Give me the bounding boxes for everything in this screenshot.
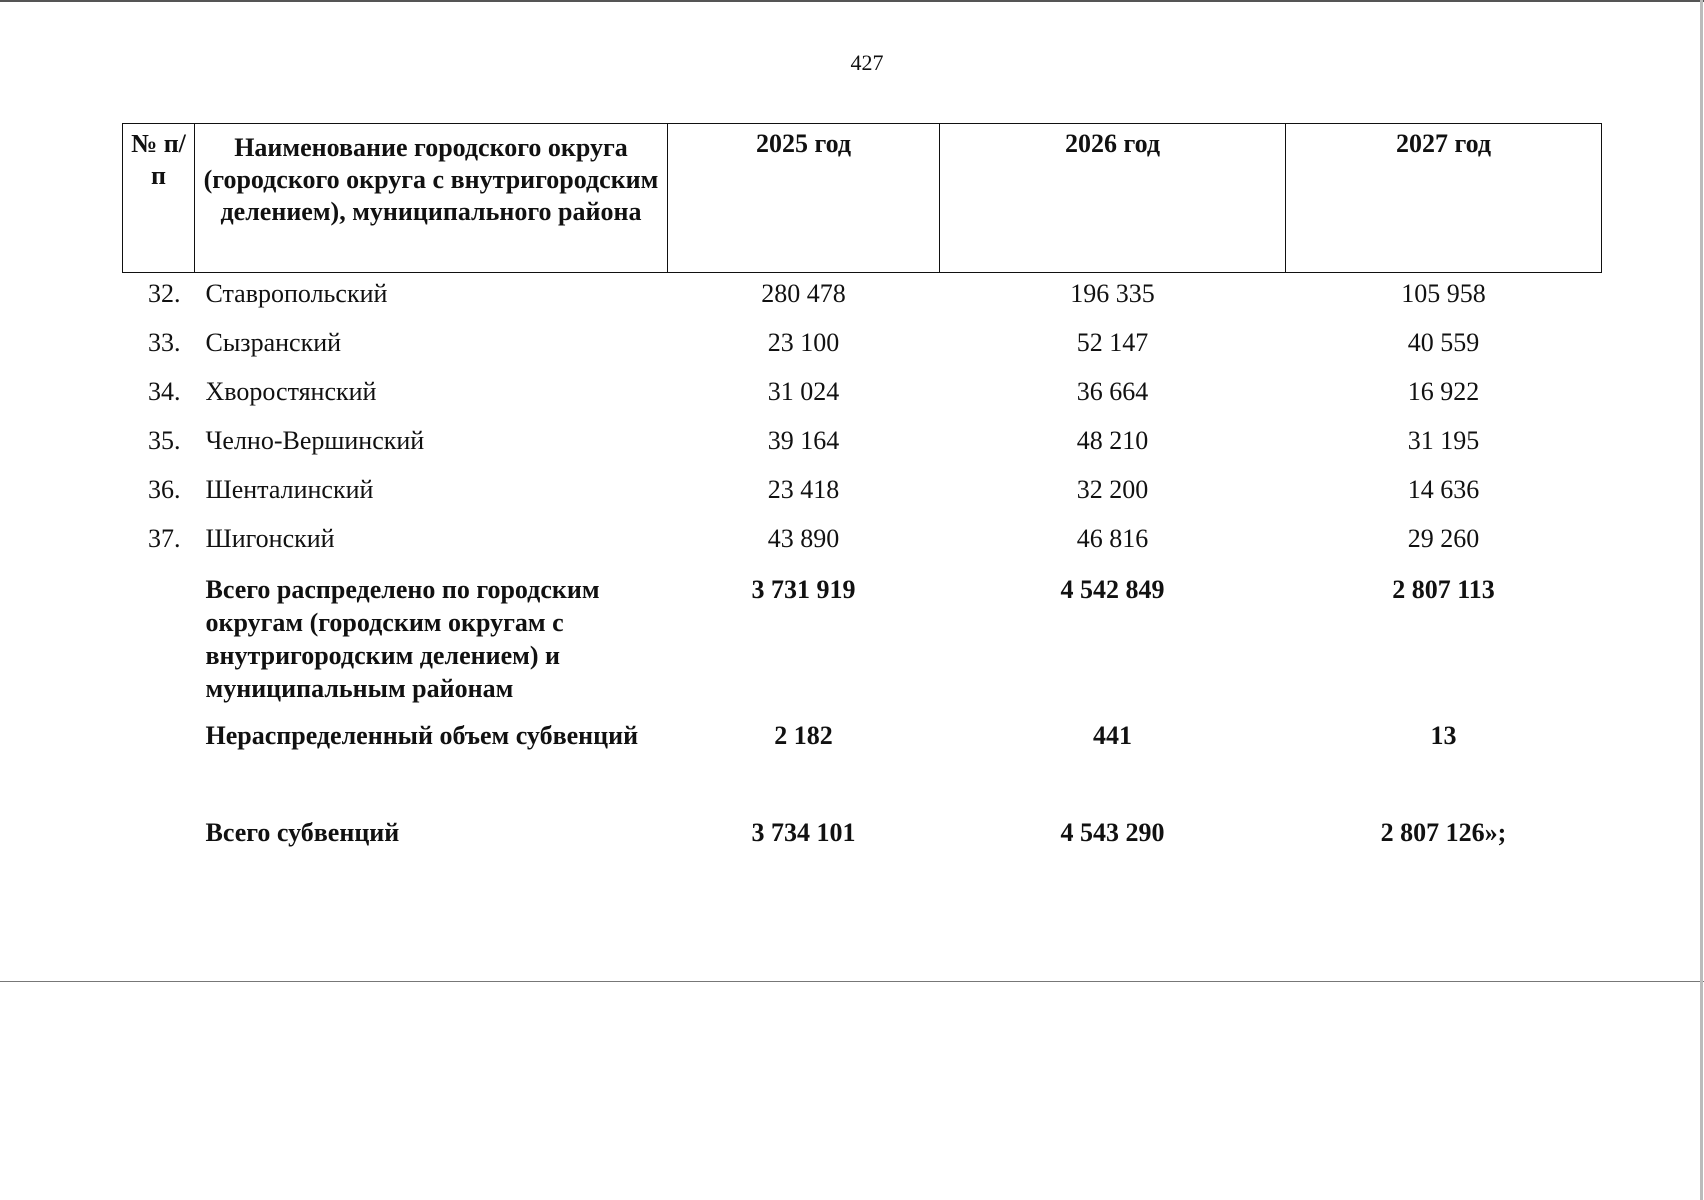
row-value-2027: 14 636: [1407, 475, 1480, 504]
table-row: [123, 522, 1602, 571]
total-distributed-2027: 2 807 113: [1392, 575, 1495, 604]
grand-total-2027: 2 807 126»;: [1380, 818, 1507, 847]
undistributed-2026: 441: [1093, 721, 1132, 750]
row-number: 35.: [148, 426, 181, 455]
row-value-2027: 29 260: [1407, 524, 1480, 553]
row-value-2027: 31 195: [1407, 426, 1480, 455]
row-value-2025: 280 478: [761, 279, 846, 308]
table-header: [123, 124, 1602, 273]
total-distributed-label: Всего распределено по городским округам (городским округам с внутригородским делением) и муниципальным районам: [205, 575, 600, 703]
row-number: 34.: [148, 377, 181, 406]
grand-total-2025: 3 734 101: [751, 818, 856, 847]
table-row: [123, 473, 1602, 522]
row-name: Шигонский: [205, 524, 335, 553]
row-value-2026: 36 664: [1076, 377, 1149, 406]
row-value-2025: 39 164: [767, 426, 840, 455]
grand-total-2026: 4 543 290: [1060, 818, 1165, 847]
subventions-table: [122, 123, 1602, 856]
page-fold-line: [0, 981, 1704, 982]
header-2025: 2025 год: [668, 124, 940, 273]
row-value-2026: 32 200: [1076, 475, 1149, 504]
grand-total-row: [123, 816, 1602, 856]
row-value-2025: 23 418: [767, 475, 840, 504]
row-value-2027: 40 559: [1407, 328, 1480, 357]
header-2026: 2026 год: [940, 124, 1286, 273]
row-value-2025: 31 024: [767, 377, 840, 406]
row-value-2025: 23 100: [767, 328, 840, 357]
total-distributed-2026: 4 542 849: [1060, 575, 1165, 604]
page-top-edge: [0, 0, 1704, 2]
header-name: Наименование городского округа (городского округа с внутригородским делением), муниципального района: [195, 124, 668, 273]
row-name: Ставропольский: [205, 279, 388, 308]
total-distributed-2025: 3 731 919: [751, 575, 856, 604]
total-distributed-row: [123, 571, 1602, 719]
row-number: 33.: [148, 328, 181, 357]
page-number: 427: [850, 50, 884, 75]
row-value-2027: 16 922: [1407, 377, 1480, 406]
table-row: [123, 326, 1602, 375]
row-value-2026: 196 335: [1070, 279, 1155, 308]
row-value-2027: 105 958: [1401, 279, 1486, 308]
table-row: [123, 424, 1602, 473]
row-number: 37.: [148, 524, 181, 553]
row-name: Шенталинский: [205, 475, 374, 504]
header-2027: 2027 год: [1286, 124, 1602, 273]
row-name: Хворостянский: [205, 377, 377, 406]
row-value-2026: 48 210: [1076, 426, 1149, 455]
row-value-2026: 52 147: [1076, 328, 1149, 357]
header-number: № п/п: [123, 124, 195, 273]
row-number: 36.: [148, 475, 181, 504]
undistributed-label: Нераспределенный объем субвенций: [205, 721, 639, 750]
row-value-2026: 46 816: [1076, 524, 1149, 553]
table-body: [123, 273, 1602, 857]
undistributed-2025: 2 182: [774, 721, 833, 750]
row-name: Челно-Вершинский: [205, 426, 425, 455]
grand-total-label: Всего субвенций: [205, 818, 400, 847]
table-row: [123, 273, 1602, 327]
row-number: 32.: [148, 279, 181, 308]
page-right-edge: [1700, 0, 1703, 1200]
undistributed-row: [123, 719, 1602, 816]
table-row: [123, 375, 1602, 424]
row-value-2025: 43 890: [767, 524, 840, 553]
undistributed-2027: 13: [1430, 721, 1457, 750]
row-name: Сызранский: [205, 328, 342, 357]
